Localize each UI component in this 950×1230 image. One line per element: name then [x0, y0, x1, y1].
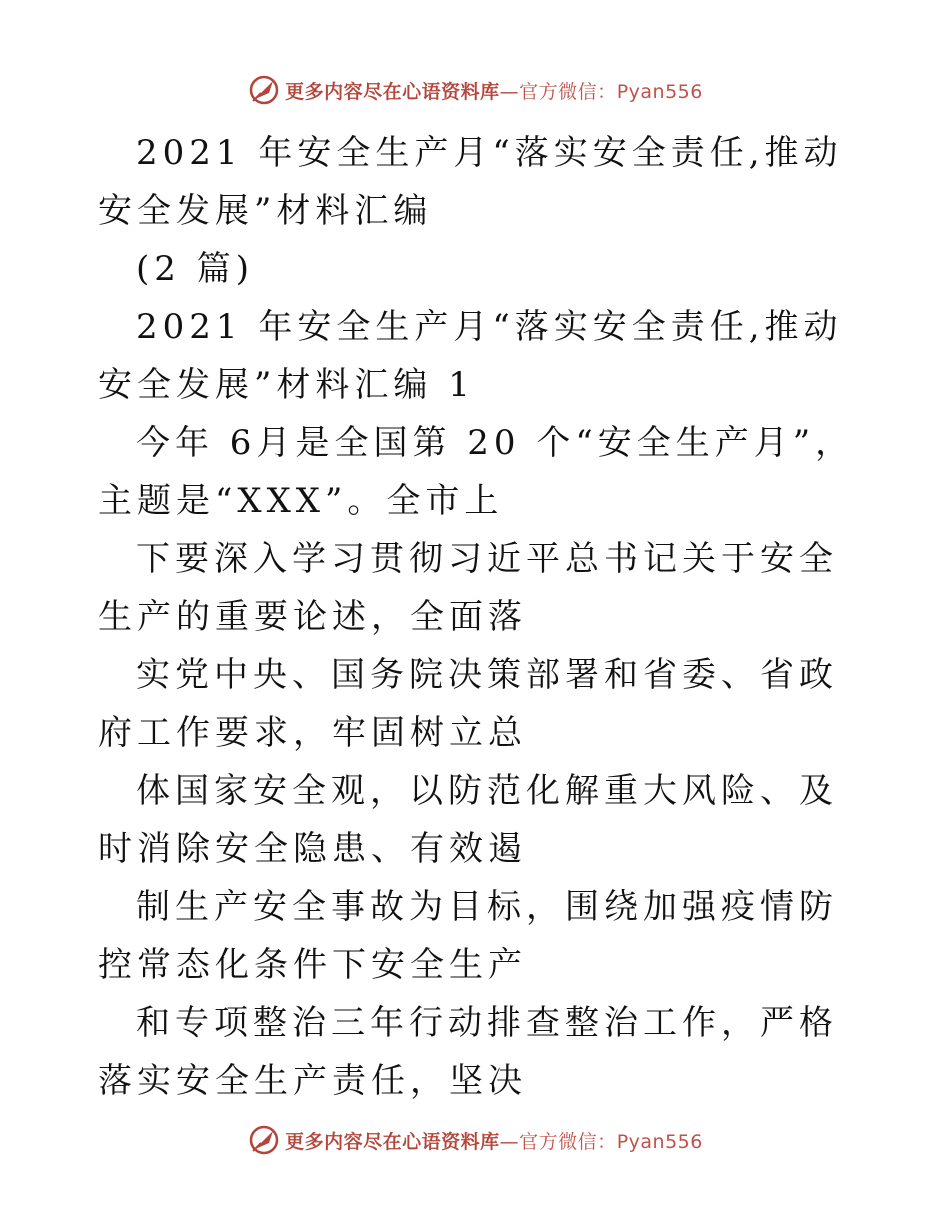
body-paragraph: 下要深入学习贯彻习近平总书记关于安全生产的重要论述，全面落	[98, 539, 838, 637]
body-paragraph: 实党中央、国务院决策部署和省委、省政府工作要求，牢固树立总	[98, 655, 838, 753]
body-paragraph: 和专项整治三年行动排查整治工作，严格落实安全生产责任，坚决	[98, 1003, 838, 1101]
document-body	[98, 124, 858, 1110]
watermark-main: 更多内容尽在心语资料库	[285, 1130, 500, 1153]
quill-logo-icon	[247, 1123, 281, 1157]
body-paragraph: 体国家安全观，以防范化解重大风险、及时消除安全隐患、有效遏	[98, 771, 838, 869]
body-paragraph: 今年 6月是全国第 20 个“安全生产月”，主题是“XXX”。全市上	[98, 423, 855, 521]
watermark-footer	[0, 1120, 950, 1160]
watermark-dash: —	[499, 80, 520, 103]
quill-logo-icon	[247, 73, 281, 107]
watermark-id: Pyan556	[616, 80, 703, 103]
watermark-main: 更多内容尽在心语资料库	[285, 80, 500, 103]
watermark-dash: —	[499, 1130, 520, 1153]
document-count: (2 篇)	[136, 249, 254, 289]
watermark-sub: 官方微信：	[519, 80, 617, 103]
watermark-text	[285, 77, 703, 104]
body-paragraph: 制生产安全事故为目标，围绕加强疫情防控常态化条件下安全生产	[98, 887, 838, 985]
document-title: 2021 年安全生产月“落实安全责任,推动安全发展”材料汇编	[98, 133, 843, 231]
watermark-sub: 官方微信：	[519, 1130, 617, 1153]
watermark-id: Pyan556	[616, 1130, 703, 1153]
section-title: 2021 年安全生产月“落实安全责任,推动安全发展”材料汇编 1	[98, 307, 843, 405]
watermark-text	[285, 1127, 703, 1154]
watermark-header	[0, 70, 950, 110]
